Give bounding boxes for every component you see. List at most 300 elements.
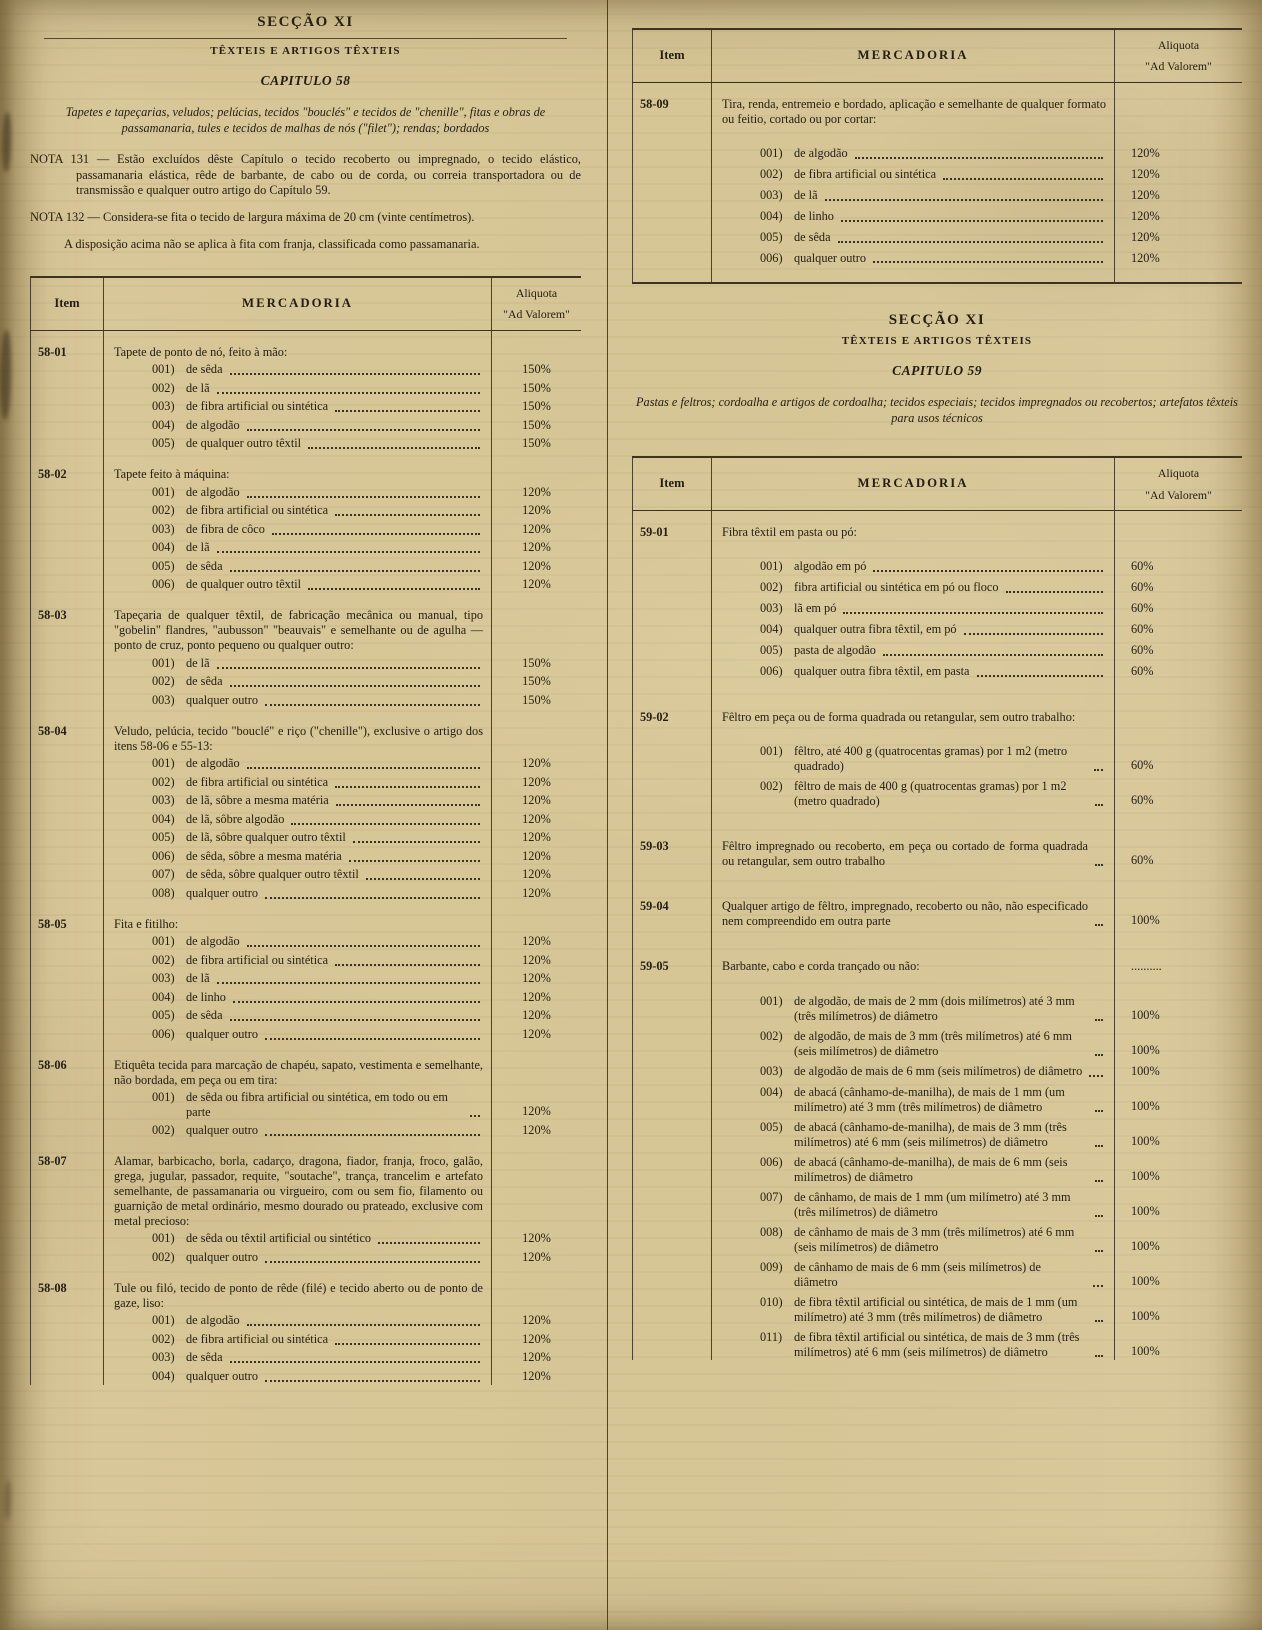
subitem-rate: 150%	[491, 360, 581, 379]
item-code-empty	[632, 225, 712, 246]
item-code-empty	[30, 791, 104, 810]
dot-leader	[353, 841, 480, 843]
subitem-code: 005)	[152, 830, 175, 845]
col-header-aliquota	[491, 278, 581, 330]
tariff-subitem-row	[632, 183, 1242, 204]
dot-leader	[1094, 769, 1103, 771]
item-code-empty	[632, 1325, 712, 1360]
subitem-rate: 150%	[491, 415, 581, 434]
subitem-code: 005)	[152, 436, 175, 451]
tariff-subitem-row	[632, 659, 1242, 680]
subitem-code: 007)	[760, 1190, 783, 1205]
dot-leader	[855, 157, 1103, 159]
item-rate	[1114, 680, 1242, 725]
item-description	[712, 680, 1114, 725]
dot-leader	[308, 447, 480, 449]
item-code: 58-08	[30, 1266, 104, 1311]
tariff-subitem-row	[30, 1229, 581, 1248]
subitem-code: 003)	[760, 1064, 783, 1079]
subitem-description	[712, 204, 1114, 225]
item-rate	[491, 331, 581, 360]
subitem-description	[712, 225, 1114, 246]
item-code-empty	[30, 538, 104, 557]
item-code-empty	[30, 1311, 104, 1330]
item-description	[104, 1043, 491, 1088]
subitem-rate: 100%	[1114, 1325, 1242, 1360]
dot-leader	[217, 551, 480, 553]
subitem-description	[712, 183, 1114, 204]
subitem-code: 002)	[152, 1331, 175, 1346]
subitem-description	[104, 434, 491, 453]
tariff-subitem-row	[30, 791, 581, 810]
subitem-rate: 120%	[491, 1247, 581, 1266]
item-description-text: Fêltro em peça ou de forma quadrada ou retangular, sem outro trabalho:	[722, 710, 1076, 725]
subitem-description	[104, 360, 491, 379]
subitem-text: de fibra artificial ou sintética	[186, 1331, 329, 1346]
tariff-subitem-row	[632, 1220, 1242, 1255]
subitem-text: de fibra artificial ou sintética	[186, 399, 329, 414]
item-code-empty	[30, 1329, 104, 1348]
dot-leader	[1095, 804, 1103, 806]
item-description	[712, 83, 1114, 127]
item-code: 58-03	[30, 593, 104, 653]
tariff-subitem-row	[30, 883, 581, 902]
subitem-text: qualquer outro	[186, 692, 259, 707]
tariff-subitem-row	[632, 246, 1242, 282]
subitem-rate: 120%	[491, 791, 581, 810]
item-description-text: Barbante, cabo e corda trançado ou não:	[722, 959, 920, 974]
subitem-code: 002)	[152, 1122, 175, 1137]
subitem-rate: 150%	[491, 653, 581, 672]
dot-leader	[230, 1019, 480, 1021]
subitem-rate: 120%	[1114, 183, 1242, 204]
tariff-subitem-row	[632, 1024, 1242, 1059]
tariff-table-ch59	[632, 456, 1242, 1360]
item-code-empty	[30, 415, 104, 434]
subitem-text: de cânhamo, de mais de 1 mm (um milímetro) até 3 mm (três milímetros) de diâmetro	[794, 1190, 1071, 1220]
subitem-text: de lã	[186, 380, 210, 395]
dot-leader	[1095, 1019, 1103, 1021]
subitem-code: 001)	[152, 1090, 175, 1105]
chapter-title: CAPITULO 59	[892, 362, 982, 378]
item-code: 58-04	[30, 709, 104, 754]
subitem-text: qualquer outro	[186, 885, 259, 900]
subitem-code: 006)	[152, 577, 175, 592]
subitem-rate: 150%	[491, 378, 581, 397]
item-description-text: Tapete de ponto de nó, feito à mão:	[114, 344, 288, 359]
item-description-text: Fêltro impregnado ou recoberto, em peça ou cortado de forma quadrada ou retangular, sem outro trabalho	[722, 839, 1088, 869]
item-code-empty	[30, 653, 104, 672]
tariff-table-ch58	[30, 276, 581, 1385]
item-code-empty	[30, 575, 104, 594]
subitem-code: 006)	[760, 250, 783, 265]
chapter-note	[30, 210, 581, 225]
table-body	[632, 511, 1242, 1360]
subitem-code: 004)	[152, 1368, 175, 1383]
tariff-item-row	[30, 331, 581, 360]
subitem-text: de algodão	[186, 934, 240, 949]
item-code-empty	[30, 1024, 104, 1043]
col-header-item: Item	[632, 30, 712, 82]
subitem-rate: 100%	[1114, 975, 1242, 1024]
item-rate	[491, 1043, 581, 1088]
subitem-code: 002)	[760, 580, 783, 595]
tariff-subitem-row	[30, 415, 581, 434]
subitem-rate: 100%	[1114, 1115, 1242, 1150]
tariff-item-row	[632, 511, 1242, 540]
item-code-empty	[30, 672, 104, 691]
item-code-empty	[632, 1115, 712, 1150]
subitem-description	[712, 162, 1114, 183]
dot-leader	[291, 823, 480, 825]
right-column	[607, 0, 1262, 1630]
item-description-text: Veludo, pelúcia, tecido "bouclé" e riço ("chenille"), exclusive o artigo dos itens 58-06 e 55-13:	[114, 723, 483, 753]
dot-leader	[230, 1361, 480, 1363]
subitem-description	[712, 1024, 1114, 1059]
table-body	[30, 331, 581, 1385]
subitem-rate: 100%	[1114, 1255, 1242, 1290]
subitem-code: 003)	[152, 1350, 175, 1365]
dot-leader	[1095, 1180, 1103, 1182]
subitem-code: 003)	[760, 187, 783, 202]
subitem-description	[104, 809, 491, 828]
dot-leader	[843, 612, 1103, 614]
dot-leader	[335, 786, 480, 788]
subitem-description	[104, 1329, 491, 1348]
subitem-code: 006)	[760, 664, 783, 679]
subitem-description	[104, 501, 491, 520]
tariff-subitem-row	[30, 828, 581, 847]
item-code-empty	[30, 519, 104, 538]
dot-leader	[841, 220, 1103, 222]
left-column	[0, 0, 607, 1630]
subitem-rate: 100%	[1114, 1080, 1242, 1115]
col-header-mercadoria: MERCADORIA	[857, 476, 969, 491]
item-code-empty	[632, 575, 712, 596]
subitem-description	[712, 540, 1114, 575]
item-code-empty	[30, 1229, 104, 1248]
dot-leader	[943, 178, 1103, 180]
item-code-empty	[632, 975, 712, 1024]
note-addendum: A disposição acima não se aplica à fita com franja, classificada como passamanaria.	[64, 236, 480, 251]
subitem-text: de cânhamo de mais de 3 mm (três milímetros) até 6 mm (seis milímetros) de diâmetro	[794, 1225, 1075, 1255]
item-description	[104, 1139, 491, 1229]
subitem-text: de fibra artificial ou sintética	[186, 774, 329, 789]
subitem-text: de sêda	[794, 229, 831, 244]
subitem-code: 002)	[152, 774, 175, 789]
subitem-description	[104, 865, 491, 884]
subitem-rate: 120%	[491, 1120, 581, 1139]
subitem-rate: 120%	[491, 1366, 581, 1385]
dot-leader	[265, 897, 480, 899]
subitem-text: qualquer outro	[794, 250, 867, 265]
subitem-code: 002)	[152, 1249, 175, 1264]
tariff-subitem-row	[30, 1311, 581, 1330]
item-code-empty	[30, 950, 104, 969]
subitem-text: de algodão	[794, 145, 848, 160]
tariff-subitem-row	[632, 1325, 1242, 1360]
subitem-description	[104, 1088, 491, 1121]
subitem-description	[712, 1325, 1114, 1360]
subitem-text: de sêda	[186, 1008, 223, 1023]
item-description-text: Tira, renda, entremeio e bordado, aplicação e semelhante de qualquer formato ou feitio, cortado ou por cortar:	[722, 96, 1106, 126]
subitem-code: 005)	[760, 1120, 783, 1135]
item-description	[712, 929, 1114, 975]
subitem-text: qualquer outro	[186, 1249, 259, 1264]
tariff-subitem-row	[30, 672, 581, 691]
subitem-description	[712, 617, 1114, 638]
tariff-subitem-row	[30, 538, 581, 557]
dot-leader	[265, 1134, 480, 1136]
subitem-description	[104, 397, 491, 416]
subitem-rate: 120%	[491, 556, 581, 575]
subitem-rate: 120%	[491, 519, 581, 538]
item-code-empty	[30, 987, 104, 1006]
item-rate	[491, 1139, 581, 1229]
subitem-description	[712, 246, 1114, 282]
subitem-code: 001)	[152, 1313, 175, 1328]
item-description-text: Fita e fitilho:	[114, 916, 179, 931]
tariff-subitem-row	[30, 1348, 581, 1367]
tariff-subitem-row	[632, 540, 1242, 575]
tariff-subitem-row	[30, 360, 581, 379]
subitem-text: de algodão de mais de 6 mm (seis milímetros) de diâmetro	[794, 1064, 1083, 1079]
subitem-rate: 120%	[1114, 246, 1242, 282]
tariff-subitem-row	[30, 1366, 581, 1385]
section-subtitle: TÊXTEIS E ARTIGOS TÊXTEIS	[210, 45, 401, 57]
subitem-code: 004)	[760, 1085, 783, 1100]
subitem-rate: 100%	[1114, 1150, 1242, 1185]
subitem-text: de lã, sôbre a mesma matéria	[186, 793, 329, 808]
item-description	[712, 809, 1114, 869]
note-label: NOTA 131 —	[30, 152, 118, 167]
tariff-subitem-row	[632, 204, 1242, 225]
subitem-text: de algodão	[186, 417, 240, 432]
tariff-subitem-row	[30, 397, 581, 416]
item-description	[712, 869, 1114, 929]
dot-leader	[335, 410, 480, 412]
subitem-description	[104, 969, 491, 988]
subitem-rate: 120%	[491, 754, 581, 773]
subitem-code: 006)	[152, 848, 175, 863]
dot-leader	[336, 804, 480, 806]
item-rate	[491, 452, 581, 482]
item-rate: ..........	[1114, 929, 1242, 975]
tariff-subitem-row	[30, 809, 581, 828]
item-code-empty	[30, 865, 104, 884]
subitem-description	[104, 772, 491, 791]
tariff-subitem-row	[30, 482, 581, 501]
subitem-description	[712, 1150, 1114, 1185]
subitem-description	[104, 1229, 491, 1248]
subitem-code: 003)	[152, 971, 175, 986]
dot-leader	[873, 261, 1103, 263]
tariff-item-row	[632, 869, 1242, 929]
subitem-text: de lã	[186, 971, 210, 986]
subitem-text: qualquer outro	[186, 1368, 259, 1383]
item-description-text: Tapete feito à máquina:	[114, 467, 230, 482]
subitem-rate: 120%	[1114, 162, 1242, 183]
item-code-empty	[30, 828, 104, 847]
tariff-subitem-row	[30, 1247, 581, 1266]
subitem-rate: 100%	[1114, 1220, 1242, 1255]
subitem-text: de algodão	[186, 484, 240, 499]
subitem-rate: 100%	[1114, 1290, 1242, 1325]
note-text: Considera-se fita o tecido de largura máxima de 20 cm (vinte centímetros).	[103, 209, 475, 224]
subitem-rate: 120%	[491, 950, 581, 969]
dot-leader	[1006, 591, 1103, 593]
item-code-empty	[632, 1150, 712, 1185]
subitem-text: de abacá (cânhamo-de-manilha), de mais de 3 mm (três milímetros) até 6 mm (seis milímetros) de diâmetro	[794, 1120, 1067, 1150]
subitem-description	[712, 1185, 1114, 1220]
subitem-code: 011)	[760, 1330, 783, 1345]
subitem-text: de lã, sôbre qualquer outro têxtil	[186, 830, 346, 845]
subitem-description	[712, 1255, 1114, 1290]
subitem-text: de cânhamo de mais de 6 mm (seis milímetros) de diâmetro	[794, 1260, 1041, 1290]
dot-leader	[230, 373, 480, 375]
subitem-text: de fibra têxtil artificial ou sintética, de mais de 3 mm (três milímetros) até 6 mm (seis milímetros) de diâmetro	[794, 1330, 1080, 1360]
subitem-rate: 120%	[1114, 127, 1242, 162]
subitem-rate: 60%	[1114, 575, 1242, 596]
item-code-empty	[30, 1006, 104, 1025]
item-code-empty	[632, 1059, 712, 1080]
tariff-subitem-row	[30, 1024, 581, 1043]
item-rate: 100%	[1114, 869, 1242, 929]
subitem-description	[104, 690, 491, 709]
tariff-subitem-row	[30, 950, 581, 969]
subitem-code: 004)	[152, 989, 175, 1004]
subitem-code: 001)	[152, 934, 175, 949]
subitem-description	[104, 653, 491, 672]
tariff-subitem-row	[30, 690, 581, 709]
subitem-code: 001)	[760, 994, 783, 1009]
dot-leader	[247, 767, 480, 769]
item-code-empty	[30, 397, 104, 416]
subitem-rate: 150%	[491, 690, 581, 709]
item-code-empty	[632, 617, 712, 638]
aliquota-label: Aliquota	[1157, 38, 1200, 52]
subitem-code: 003)	[152, 793, 175, 808]
subitem-text: de lã, sôbre algodão	[186, 811, 285, 826]
subitem-rate: 120%	[491, 538, 581, 557]
subitem-text: qualquer outro	[186, 1122, 259, 1137]
tariff-item-row	[632, 680, 1242, 725]
subitem-description	[104, 846, 491, 865]
subitem-rate: 60%	[1114, 617, 1242, 638]
aliquota-label: Aliquota	[1157, 466, 1200, 481]
tariff-subitem-row	[632, 725, 1242, 774]
dot-leader	[838, 241, 1103, 243]
tariff-subitem-row	[632, 774, 1242, 809]
item-code: 59-02	[632, 680, 712, 725]
subitem-description	[104, 1247, 491, 1266]
tariff-subitem-row	[632, 1185, 1242, 1220]
item-rate	[1114, 511, 1242, 540]
subitem-code: 001)	[760, 559, 783, 574]
col-header-item: Item	[30, 278, 104, 330]
item-code-empty	[30, 846, 104, 865]
subitem-text: qualquer outra fibra têxtil, em pasta	[794, 664, 970, 679]
subitem-description	[104, 519, 491, 538]
subitem-description	[104, 672, 491, 691]
subitem-text: de algodão	[186, 756, 240, 771]
item-description-text: Fibra têxtil em pasta ou pó:	[722, 525, 857, 540]
subitem-code: 004)	[760, 208, 783, 223]
item-description-text: Tapeçaria de qualquer têxtil, de fabricação mecânica ou manual, tipo "gobelin" flandres, "aubusson" "beauvais" e semelhante ou de agulha — ponto de cruz, ponto pequeno ou qualquer outro:	[114, 608, 483, 653]
dot-leader	[217, 392, 480, 394]
item-code-empty	[30, 1247, 104, 1266]
subitem-description	[712, 127, 1114, 162]
item-code-empty	[632, 659, 712, 680]
item-code-empty	[632, 162, 712, 183]
dot-leader	[1093, 1285, 1103, 1287]
subitem-description	[712, 725, 1114, 774]
subitem-rate: 60%	[1114, 638, 1242, 659]
tariff-subitem-row	[30, 1329, 581, 1348]
subitem-description	[104, 415, 491, 434]
dot-leader	[247, 1324, 480, 1326]
subitem-code: 001)	[152, 1231, 175, 1246]
dot-leader	[873, 570, 1103, 572]
item-code-empty	[632, 1290, 712, 1325]
item-code-empty	[632, 1220, 712, 1255]
tariff-subitem-row	[632, 162, 1242, 183]
col-header-mercadoria: MERCADORIA	[857, 48, 969, 63]
dot-leader	[1095, 924, 1103, 926]
dot-leader	[247, 429, 480, 431]
subitem-rate: 120%	[491, 1024, 581, 1043]
dot-leader	[349, 860, 480, 862]
dot-leader	[1089, 1075, 1103, 1077]
tariff-subitem-row	[30, 772, 581, 791]
item-code-empty	[632, 204, 712, 225]
subitem-rate: 120%	[491, 1006, 581, 1025]
tariff-item-row	[30, 1266, 581, 1311]
subitem-rate: 60%	[1114, 725, 1242, 774]
dot-leader	[470, 1115, 480, 1117]
subitem-text: de fibra têxtil artificial ou sintética, de mais de 1 mm (um milímetro) até 3 mm (três milímetros) de diâmetro	[794, 1295, 1078, 1325]
dot-leader	[1095, 1215, 1103, 1217]
item-code-empty	[30, 754, 104, 773]
dot-leader	[335, 964, 480, 966]
item-code-empty	[30, 556, 104, 575]
subitem-description	[712, 659, 1114, 680]
subitem-text: fêltro, até 400 g (quatrocentas gramas) por 1 m2 (metro quadrado)	[794, 744, 1068, 774]
subitem-text: de sêda ou fibra artificial ou sintética, em todo ou em parte	[186, 1090, 448, 1120]
table-body	[632, 83, 1242, 282]
item-code-empty	[30, 482, 104, 501]
tariff-subitem-row	[30, 865, 581, 884]
dot-leader	[964, 633, 1103, 635]
subitem-text: de fibra artificial ou sintética	[186, 503, 329, 518]
subitem-description	[104, 883, 491, 902]
tariff-table-ch58-continued	[632, 28, 1242, 284]
subitem-text: de sêda, sôbre qualquer outro têxtil	[186, 867, 359, 882]
subitem-text: de abacá (cânhamo-de-manilha), de mais de 6 mm (seis milímetros) de diâmetro	[794, 1155, 1068, 1185]
dot-leader	[247, 496, 480, 498]
tariff-item-row	[30, 1043, 581, 1088]
subitem-code: 006)	[152, 1026, 175, 1041]
note-label: NOTA 132 —	[30, 209, 104, 224]
section-subtitle: TÊXTEIS E ARTIGOS TÊXTEIS	[841, 334, 1033, 347]
item-code-empty	[30, 1348, 104, 1367]
item-code-empty	[632, 246, 712, 282]
subitem-text: de lã	[186, 540, 210, 555]
section-rule	[44, 38, 567, 39]
item-code-empty	[632, 1024, 712, 1059]
item-rate	[491, 593, 581, 653]
item-code-empty	[30, 434, 104, 453]
